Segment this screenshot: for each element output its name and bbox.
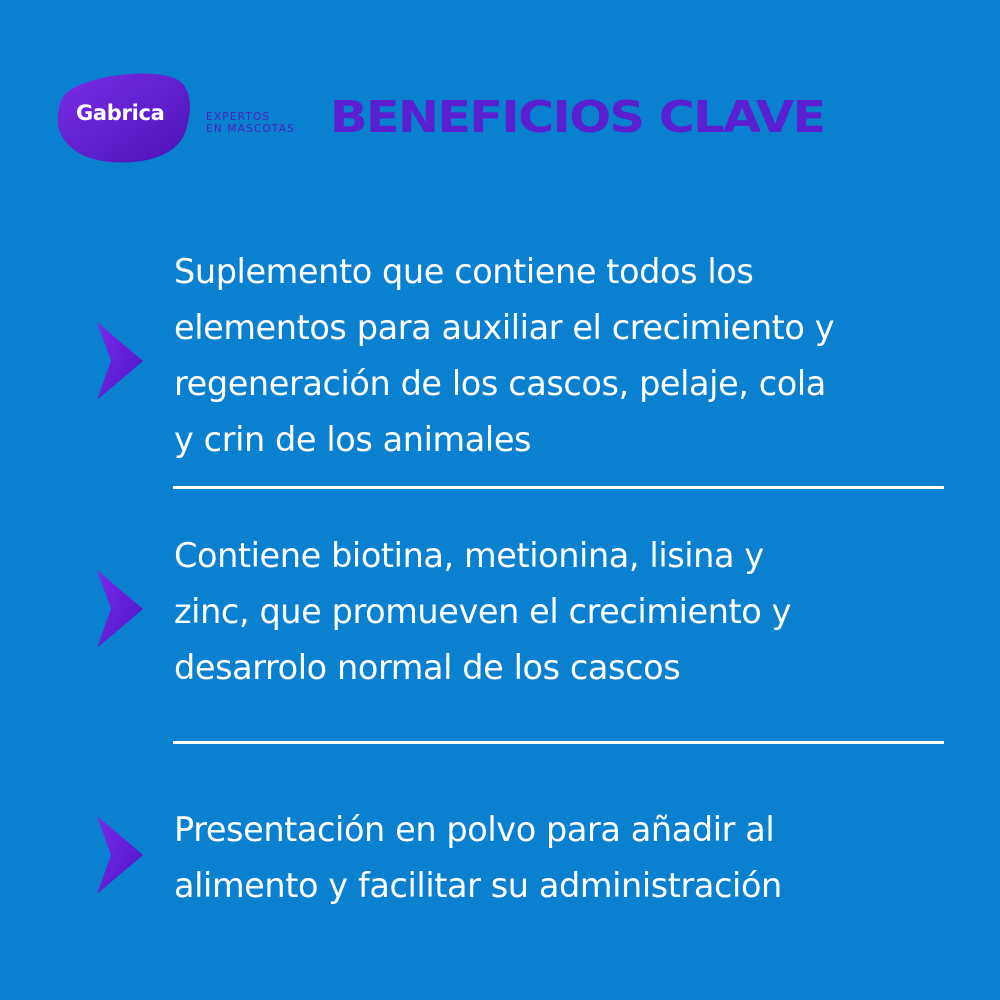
benefit-2-line-2: zinc, que promueven el crecimiento y	[174, 592, 792, 631]
benefit-item-1	[174, 244, 974, 468]
divider-1	[173, 486, 944, 489]
benefit-1-line-1: Suplemento que contiene todos los	[174, 252, 754, 291]
tagline-line-2: EN MASCOTAS	[206, 123, 295, 135]
brand-logo	[52, 68, 202, 166]
tagline-line-1: EXPERTOS	[206, 111, 271, 123]
chevron-right-icon	[97, 816, 145, 894]
benefit-3-line-2: alimento y facilitar su administración	[174, 866, 782, 905]
benefit-item-3	[174, 802, 974, 914]
brand-name: Gabrica	[76, 101, 165, 125]
benefit-1-line-4: y crin de los animales	[174, 420, 532, 459]
benefit-1-line-3: regeneración de los cascos, pelaje, cola	[174, 364, 826, 403]
benefit-2-line-3: desarrolo normal de los cascos	[174, 648, 681, 687]
brand-tagline	[206, 111, 295, 135]
chevron-right-icon	[97, 570, 145, 648]
benefit-2-line-1: Contiene biotina, metionina, lisina y	[174, 536, 764, 575]
benefit-1-line-2: elementos para auxiliar el crecimiento y	[174, 308, 835, 347]
chevron-right-icon	[97, 322, 145, 400]
benefit-3-line-1: Presentación en polvo para añadir al	[174, 810, 775, 849]
page-title: BENEFICIOS CLAVE	[330, 92, 825, 143]
divider-2	[173, 741, 944, 744]
benefit-item-2	[174, 528, 974, 696]
